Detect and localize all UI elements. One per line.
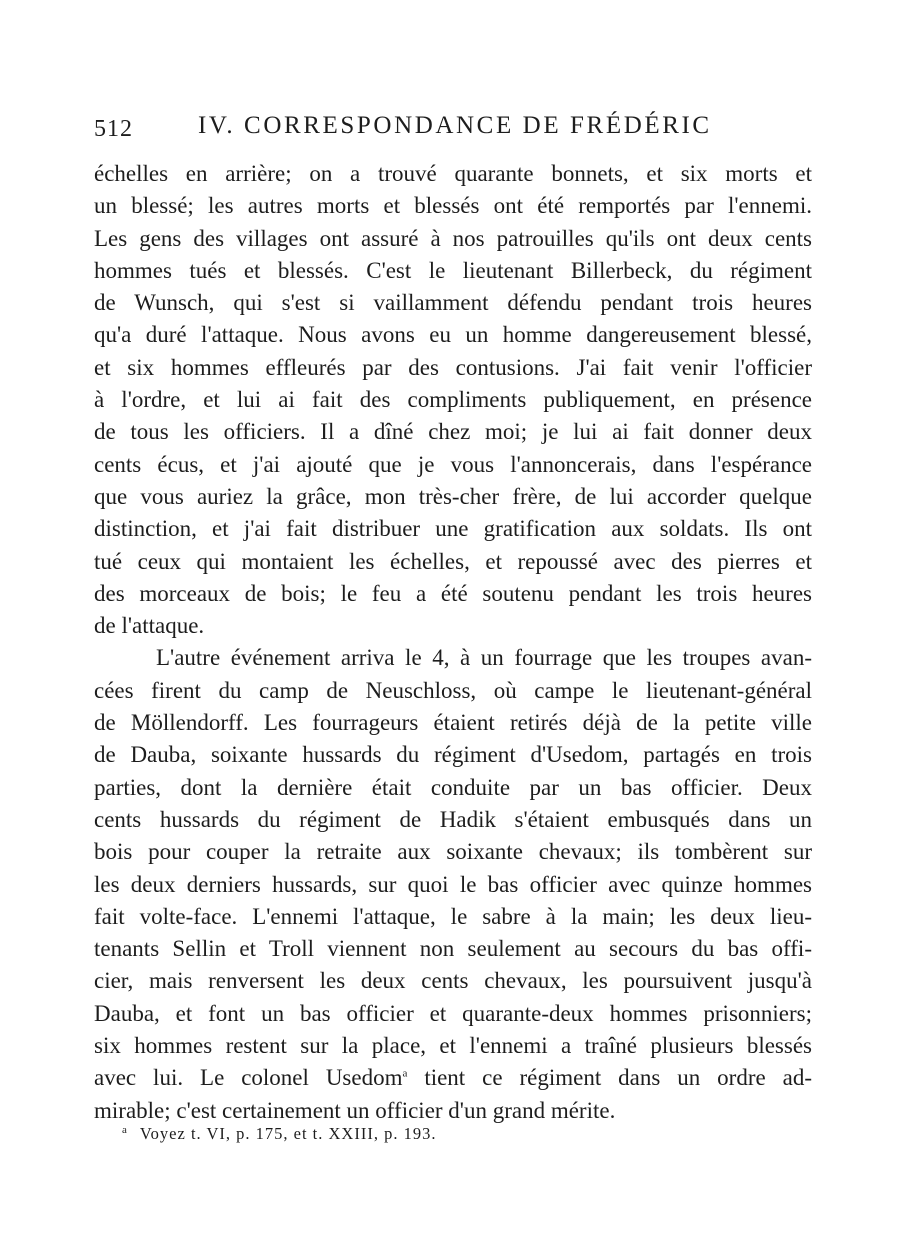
text-line: tué ceux qui montaient les échelles, et repoussé avec des pierres et — [94, 548, 812, 574]
text-line: échelles en arrière; on a trouvé quarante bonnets, et six morts et — [94, 161, 812, 186]
page-number: 512 — [94, 116, 133, 142]
text-line: de Dauba, soixante hussards du régiment d'Usedom, partagés en trois — [94, 742, 812, 768]
text-line: tenants Sellin et Troll viennent non seulement au secours du bas offi- — [94, 936, 812, 962]
text-line: les deux derniers hussards, sur quoi le bas officier avec quinze hommes — [94, 871, 812, 897]
text-line: des morceaux de bois; le feu a été soutenu pendant les trois heures — [94, 580, 812, 606]
footnote — [122, 1124, 436, 1144]
text-line: et six hommes effleurés par des contusions. J'ai fait venir l'officier — [94, 354, 812, 380]
text-line: parties, dont la dernière était conduite par un bas officier. Deux — [94, 774, 812, 800]
text-segment: avec lui. Le colonel Usedom — [94, 1065, 403, 1091]
text-line: de Möllendorff. Les fourrageurs étaient retirés déjà de la petite ville — [94, 710, 812, 736]
text-line: hommes tués et blessés. C'est le lieutenant Billerbeck, du régiment — [94, 257, 812, 283]
text-line: L'autre événement arriva le 4, à un fourrage que les troupes avan- — [156, 645, 812, 671]
footnote-text: Voyez t. VI, p. 175, et t. XXIII, p. 193. — [139, 1124, 437, 1143]
text-line: cier, mais renversent les deux cents chevaux, les poursuivent jusqu'à — [94, 968, 812, 994]
text-line: cents écus, et j'ai ajouté que je vous l'annoncerais, dans l'espérance — [94, 451, 812, 477]
text-line: qu'a duré l'attaque. Nous avons eu un homme dangereusement blessé, — [94, 322, 812, 348]
text-line: que vous auriez la grâce, mon très-cher frère, de lui accorder quelque — [94, 483, 812, 509]
text-line: cées firent du camp de Neuschloss, où campe le lieutenant-général — [94, 677, 812, 703]
text-line: six hommes restent sur la place, et l'ennemi a traîné plusieurs blessés — [94, 1033, 812, 1059]
text-segment: tient ce régiment dans un ordre ad- — [407, 1065, 812, 1091]
footnote-reference: a — [402, 1067, 408, 1080]
text-line: Les gens des villages ont assuré à nos patrouilles qu'ils ont deux cents — [94, 225, 812, 251]
text-line: un blessé; les autres morts et blessés ont été remportés par l'ennemi. — [94, 193, 812, 219]
page-header — [94, 112, 814, 148]
text-line: bois pour couper la retraite aux soixante chevaux; ils tombèrent sur — [94, 839, 812, 865]
text-line: de tous les officiers. Il a dîné chez moi; je lui ai fait donner deux — [94, 419, 812, 445]
text-line: de l'attaque. — [94, 613, 205, 639]
text-line: Dauba, et font un bas officier et quarante-deux hommes prisonniers; — [94, 1000, 812, 1026]
text-line: mirable; c'est certainement un officier d'un grand mérite. — [94, 1097, 616, 1123]
text-line: cents hussards du régiment de Hadik s'étaient embusqués dans un — [94, 806, 812, 832]
footnote-mark: a — [122, 1123, 128, 1136]
paragraph-2 — [94, 642, 812, 1062]
paragraph-1 — [94, 158, 812, 642]
text-line: fait volte-face. L'ennemi l'attaque, le sabre à la main; les deux lieu- — [94, 903, 812, 929]
text-line: à l'ordre, et lui ai fait des compliments publiquement, en présence — [94, 387, 812, 413]
running-title: IV. CORRESPONDANCE DE FRÉDÉRIC — [198, 112, 712, 139]
body-text — [94, 158, 812, 1127]
text-line — [94, 1062, 812, 1094]
paragraph-2-ending — [94, 1062, 812, 1127]
text-line: distinction, et j'ai fait distribuer une gratification aux soldats. Ils ont — [94, 516, 812, 542]
text-line: de Wunsch, qui s'est si vaillamment défendu pendant trois heures — [94, 290, 812, 316]
